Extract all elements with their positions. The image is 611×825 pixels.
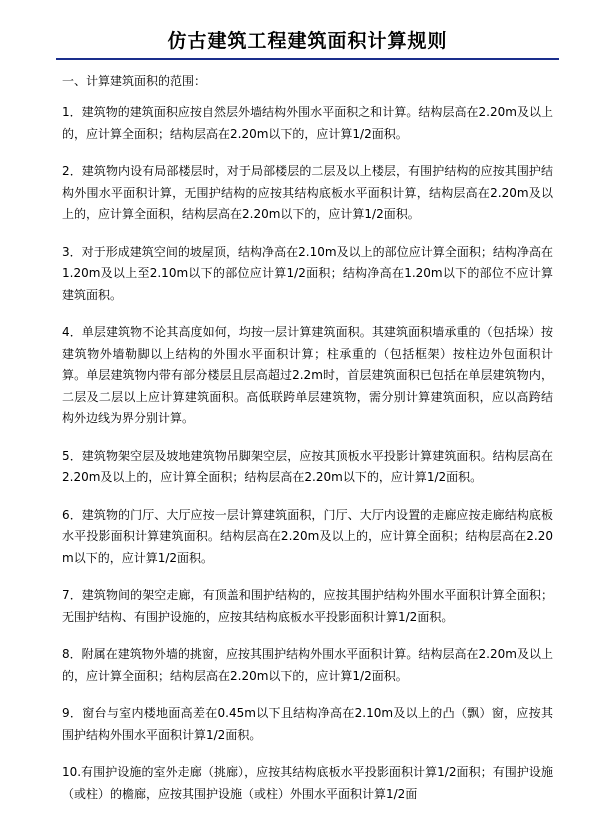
- rule-item-7: 7．建筑物间的架空走廊，有顶盖和围护结构的，应按其围护结构外围水平面积计算全面积；无围护结构、有围护设施的，应按其结构底板水平投影面积计算1/2面积。: [62, 588, 553, 624]
- document-title: 仿古建筑工程建筑面积计算规则: [167, 30, 448, 52]
- rule-item-6: 6．建筑物的门厅、大厅应按一层计算建筑面积，门厅、大厅内设置的走廊应按走廊结构底板水平投影面积计算建筑面积。结构层高在2.20m及以上的，应计算全面积；结构层高在2.20m以下的，应计算1/2面积。: [62, 507, 553, 565]
- rule-item-10: 10.有围护设施的室外走廊（挑廊），应按其结构底板水平投影面积计算1/2面积；有围护设施（或柱）的檐廊，应按其围护设施（或柱）外围水平面积计算1/2面: [62, 765, 553, 801]
- rule-item-9: 9．窗台与室内楼地面高差在0.45m以下且结构净高在2.10m及以上的凸（飘）窗，应按其围护结构外围水平面积计算1/2面积。: [62, 706, 553, 742]
- section-heading: 一、计算建筑面积的范围：: [62, 74, 207, 88]
- rule-item-8: 8．附属在建筑物外墙的挑窗，应按其围护结构外围水平面积计算。结构层高在2.20m及以上的，应计算全面积；结构层高在2.20m以下的，应计算1/2面积。: [62, 647, 553, 683]
- title-underline: [56, 58, 559, 60]
- rule-item-3: 3．对于形成建筑空间的坡屋顶，结构净高在2.10m及以上的部位应计算全面积；结构净高在1.20m及以上至2.10m以下的部位应计算1/2面积；结构净高在1.20m以下的部位不应计算建筑面积。: [62, 244, 553, 302]
- rule-item-5: 5．建筑物架空层及坡地建筑物吊脚架空层，应按其顶板水平投影计算建筑面积。结构层高在2.20m及以上的，应计算全面积；结构层高在2.20m以下的，应计算1/2面积。: [62, 448, 553, 484]
- rule-item-1: 1．建筑物的建筑面积应按自然层外墙结构外围水平面积之和计算。结构层高在2.20m及以上的，应计算全面积；结构层高在2.20m以下的，应计算1/2面积。: [62, 105, 553, 141]
- rule-item-2: 2．建筑物内设有局部楼层时，对于局部楼层的二层及以上楼层，有围护结构的应按其围护结构外围水平面积计算，无围护结构的应按其结构底板水平面积计算，结构层高在2.20m及以上的，应计算全面积，结构层高在2.20m以下的，应计算1/2面积。: [62, 164, 553, 221]
- rule-item-4: 4．单层建筑物不论其高度如何，均按一层计算建筑面积。其建筑面积墙承重的（包括垛）按建筑物外墙勒脚以上结构的外围水平面积计算；柱承重的（包括框架）按柱边外包面积计算。单层建筑物内带有部分楼层且层高超过2.2m时，首层建筑面积已包括在单层建筑物内，二层及二层以上应计算建筑面积。高低联跨单层建筑物，需分别计算建筑面积，应以高跨结构外边线为界分别计算。: [62, 325, 553, 425]
